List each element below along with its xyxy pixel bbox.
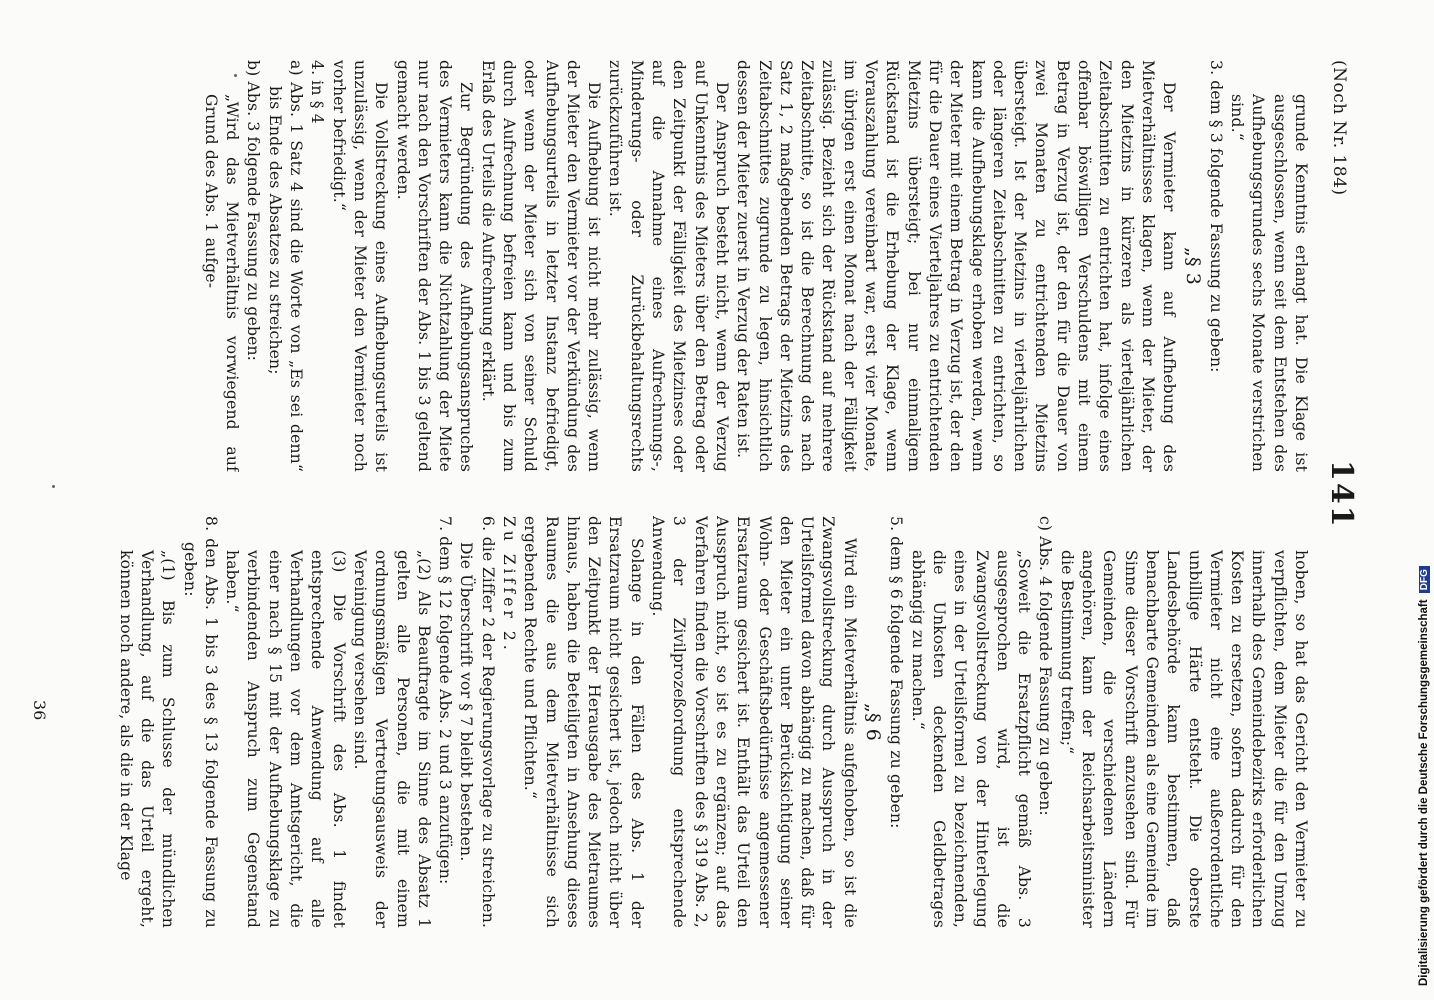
digitization-credit xyxy=(1418,566,1430,986)
paragraph: Die Aufhebung ist nicht mehr zulässig, wenn der Mieter den Vermieter vor der Verkündung des Aufhebungsurteils in letzter Instanz befriedigt, oder wenn der Mieter sich von seiner Schuld durch Aufrechnung befreien kann und bis zum Erlaß des Urteils die Aufrechnung erklärt. xyxy=(478,60,604,472)
list-item: 7. dem § 12 folgende Abs. 2 und 3 anzufügen: xyxy=(436,516,455,885)
paragraph: Solange in den Fällen des Abs. 1 der Ersatzraum nicht gesichert ist, jedoch nicht über den Zeitpunkt der Herausgabe des Mietraumes hinaus, haben die Beteiligten in Ansehung dieses Raumes die aus dem Mietverhältnisse sich ergebenden Rechte und Pflichten.“ xyxy=(521,516,646,928)
paragraph: Die Vollstreckung eines Aufhebungsurteils ist unzulässig, wenn der Mieter den Vermieter noch vorher befriedigt.“ xyxy=(329,60,391,472)
list-item: 6. die Ziffer 2 der Regierungsvorlage zu streichen. Die Überschrift vor § 7 bleibt bestehen. xyxy=(457,516,497,928)
left-text-column xyxy=(51,60,1311,472)
paragraph: (3) Die Vorschrift des Abs. 1 findet entsprechende Anwendung auf alle Verhandlungen vor dem Amtsgericht, die einer nach § 15 mit der Aufhebungsklage zu verbindenden Anspruch zum Gegenstand haben.“ xyxy=(223,550,348,928)
paragraph: „Soweit die Ersatzpflicht gemäß Abs. 3 ausgesprochen wird, ist die Zwangsvollstreckung von der Hinterlegung eines in der Urteilsformel zu bezeichnenden, die Unkosten deckenden Geldbetrages abhängig zu machen.“ xyxy=(908,550,1034,928)
folio-number: 36 xyxy=(30,700,49,721)
paragraph: hoben, so hat das Gericht den Vermieter zu verpflichten, dem Mieter die für den Umzug innerhalb des Gemeindebezirks erforderlichen Kosten zu ersetzen, sofern dadurch für den Vermieter nicht eine außerordentliche unbillige Härte entsteht. Die oberste Landesbehörde kann bestimmen, daß benachbarte Gemeinden als eine Gemeinde im Sinne dieser Vorschrift anzusehen sind. Für Gemeinden, die verschiedenen Ländern angehören, kann der Reichsarbeitsminister die Bestimmung treffen;“ xyxy=(1057,550,1310,928)
right-text-column xyxy=(51,516,1311,928)
rotated-document-page xyxy=(15,60,1359,940)
paragraph: Der Anspruch besteht nicht, wenn der Verzug auf Unkenntnis des Mieters über den Betrag oder den Zeitpunkt der Fälligkeit des Mietzinses oder auf die Annahme eines Aufrechnungs-, Minderungs- oder Zurückbehaltungsrechts zurückzuführen ist. xyxy=(606,60,731,472)
credit-text: Digitalisierung gefördert durch die Deutsche Forschungsgemeinschaft xyxy=(1418,599,1430,986)
page-header xyxy=(1315,60,1359,940)
paragraph: „Wird das Mietverhältnis vorwiegend auf Grund des Abs. 1 aufge- xyxy=(201,94,242,472)
section-heading: „§ 3 xyxy=(1181,246,1204,286)
list-item: 3. dem § 3 folgende Fassung zu geben: xyxy=(1206,60,1225,373)
list-item: 8. den Abs. 1 bis 3 des § 13 folgende Fassung zu geben: xyxy=(180,516,220,928)
list-item: 5. dem § 6 folgende Fassung zu geben: xyxy=(887,516,906,829)
paragraph: „(1) Bis zum Schlusse der mündlichen Verhandlung, auf die das Urteil ergeht, können noch andere, als die in der Klage xyxy=(116,550,178,928)
continuation-note: (Noch Nr. 184) xyxy=(1329,60,1349,196)
paragraph: Der Vermieter kann auf Aufhebung des Mietverhältnisses klagen, wenn der Mieter, der den Mietzins in kürzeren als vierteljährlichen Zeitabschnitten zu entrichten hat, infolge eines offenbar böswilligen Verschuldens mit einem Betrag in Verzug ist, der den für die Dauer von zwei Monaten zu entrichtenden Mietzins übersteigt. Ist der Mietzins in vierteljährlichen oder längeren Zeitabschnitten zu entrichten, so kann die Aufhebungsklage erhoben werden, wenn der Mieter mit einem Betrag in Verzug ist, der den für die Dauer eines Vierteljahres zu entrichtenden Mietzins übersteigt; bei nur einmaligem Rückstand ist die Erhebung der Klage, wenn Vorauszahlung vereinbart war, erst vier Monate, im übrigen erst einen Monat nach der Fälligkeit zulässig. Bezieht sich der Rückstand auf mehrere Zeitabschnitte, so ist die Berechnung des nach Satz 1, 2 maßgebenden Betrags der Mietzins des Zeitabschnittes zugrunde zu legen, hinsichtlich dessen der Mieter zuerst in Verzug der Raten ist. xyxy=(734,60,1179,472)
paragraph: Wird ein Mietverhältnis aufgehoben, so ist die Zwangsvollstreckung durch Ausspruch in der Urteilsformel davon abhängig zu machen, daß für den Mieter ein unter Berücksichtigung seiner Wohn- oder Geschäftsbedürfnisse angemessener Ersatzraum gesichert ist. Enthält das Urteil den Ausspruch nicht, so ist es zu ergänzen; auf das Verfahren finden die Vorschriften des § 319 Abs. 2, 3 der Zivilprozeßordnung entsprechende Anwendung. xyxy=(649,516,859,928)
list-item: c) Abs. 4 folgende Fassung zu geben: xyxy=(1036,516,1055,816)
dfg-logo: DFG xyxy=(1419,566,1430,593)
list-item: b) Abs. 3 folgende Fassung zu geben: xyxy=(244,60,263,362)
paragraph: Zur Begründung des Aufhebungsanspruches des Vermieters kann die Nichtzahlung der Miete nur nach den Vorschriften der Abs. 1 bis 3 geltend gemacht werden. xyxy=(393,60,476,472)
paragraph: „(2) Als Beauftragte im Sinne des Absatz 1 gelten alle Personen, die mit einem ordnungsmäßigen Vertretungsausweis der Vereinigung versehen sind. xyxy=(350,550,433,928)
page-number: 141 xyxy=(1324,460,1359,529)
list-item: 4. in § 4 xyxy=(308,60,327,124)
paragraph: grunde Kenntnis erlangt hat. Die Klage ist ausgeschlossen, wenn seit dem Entstehen des Aufhebungsgrundes sechs Monate verstrichen sind.“ xyxy=(1228,94,1310,472)
subheading: Zu Ziffer 2. xyxy=(500,516,519,654)
section-heading: „§ 6 xyxy=(862,702,885,742)
list-item: a) Abs. 1 Satz 4 sind die Worte von „Es sei denn“ bis Ende des Absatzes zu streichen; xyxy=(265,60,306,472)
